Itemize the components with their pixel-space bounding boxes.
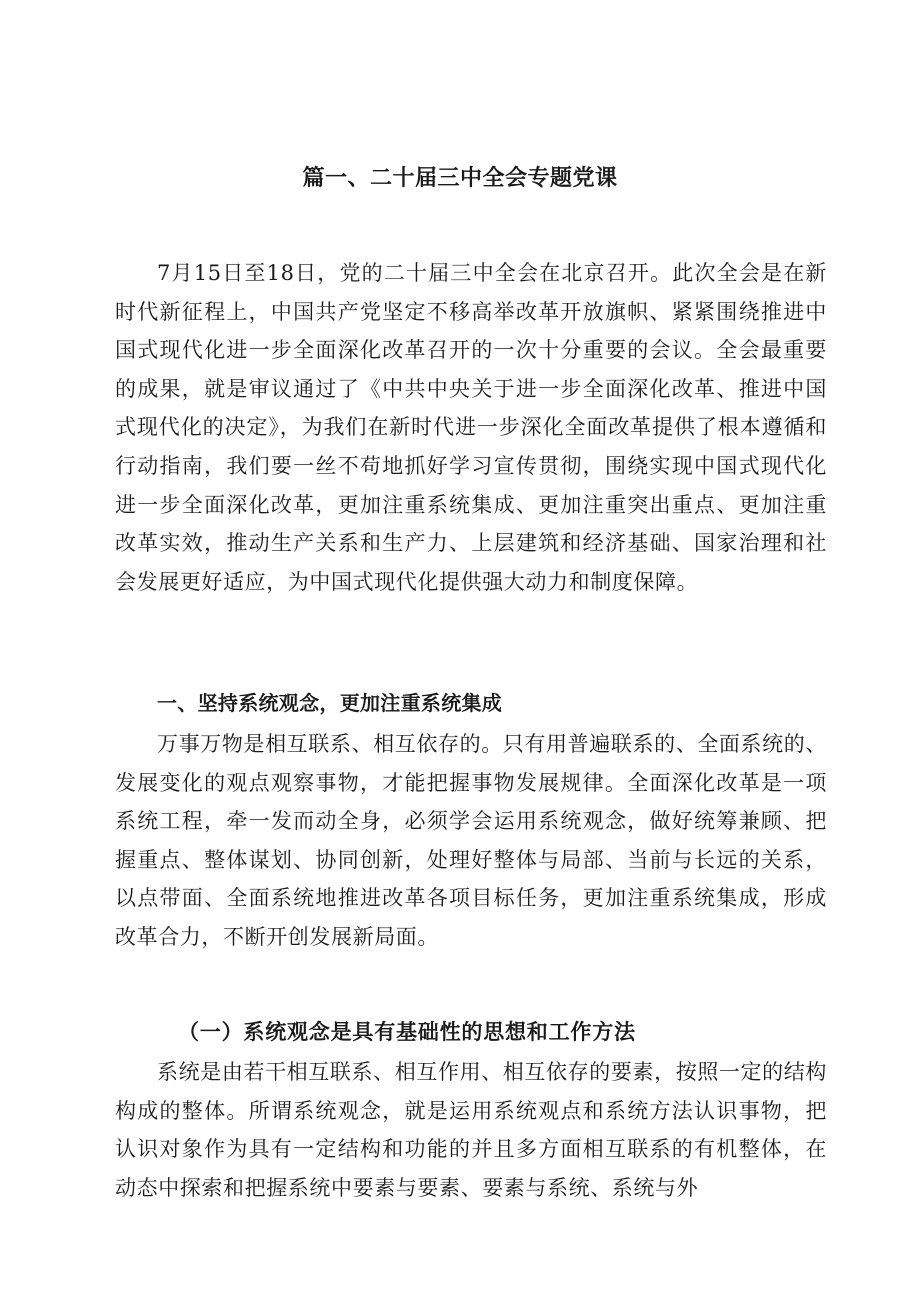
subsection-paragraph: 系统是由若干相互联系、相互作用、相互依存的要素，按照一定的结构构成的整体。所谓系统观念，就是运用系统观点和系统方法认识事物，把认识对象作为具有一定结构和功能的并且多方面相互联系的有机整体，在动态中探索和把握系统中要素与要素、要素与系统、系统与外 [115, 1060, 827, 1200]
intro-paragraph: 7月15日至18日，党的二十届三中全会在北京召开。此次全会是在新时代新征程上，中国共产党坚定不移高举改革开放旗帜、紧紧围绕推进中国式现代化进一步全面深化改革召开的一次十分重要的会议。全会最重要的成果，就是审议通过了《中共中央关于进一步全面深化改革、推进中国式现代化的决定》，为我们在新时代进一步深化全面改革提供了根本遵循和行动指南，我们要一丝不苟地抓好学习宣传贯彻，围绕实现中国式现代化进一步全面深化改革，更加注重系统集成、更加注重突出重点、更加注重改革实效，推动生产关系和生产力、上层建筑和经济基础、国家治理和社会发展更好适应，为中国式现代化提供强大动力和制度保障。 [115, 261, 827, 594]
subsection-heading: （一）系统观念是具有基础性的思想和工作方法 [178, 1019, 636, 1044]
document-title: 篇一、二十届三中全会专题党课 [302, 166, 618, 191]
section-paragraph: 万事万物是相互联系、相互依存的。只有用普遍联系的、全面系统的、发展变化的观点观察事物，才能把握事物发展规律。全面深化改革是一项系统工程，牵一发而动全身，必须学会运用系统观念，做好统筹兼顾、把握重点、整体谋划、协同创新，处理好整体与局部、当前与长远的关系，以点带面、全面系统地推进改革各项目标任务，更加注重系统集成，形成改革合力，不断开创发展新局面。 [115, 732, 827, 949]
section-heading: 一、坚持系统观念，更加注重系统集成 [157, 691, 503, 715]
